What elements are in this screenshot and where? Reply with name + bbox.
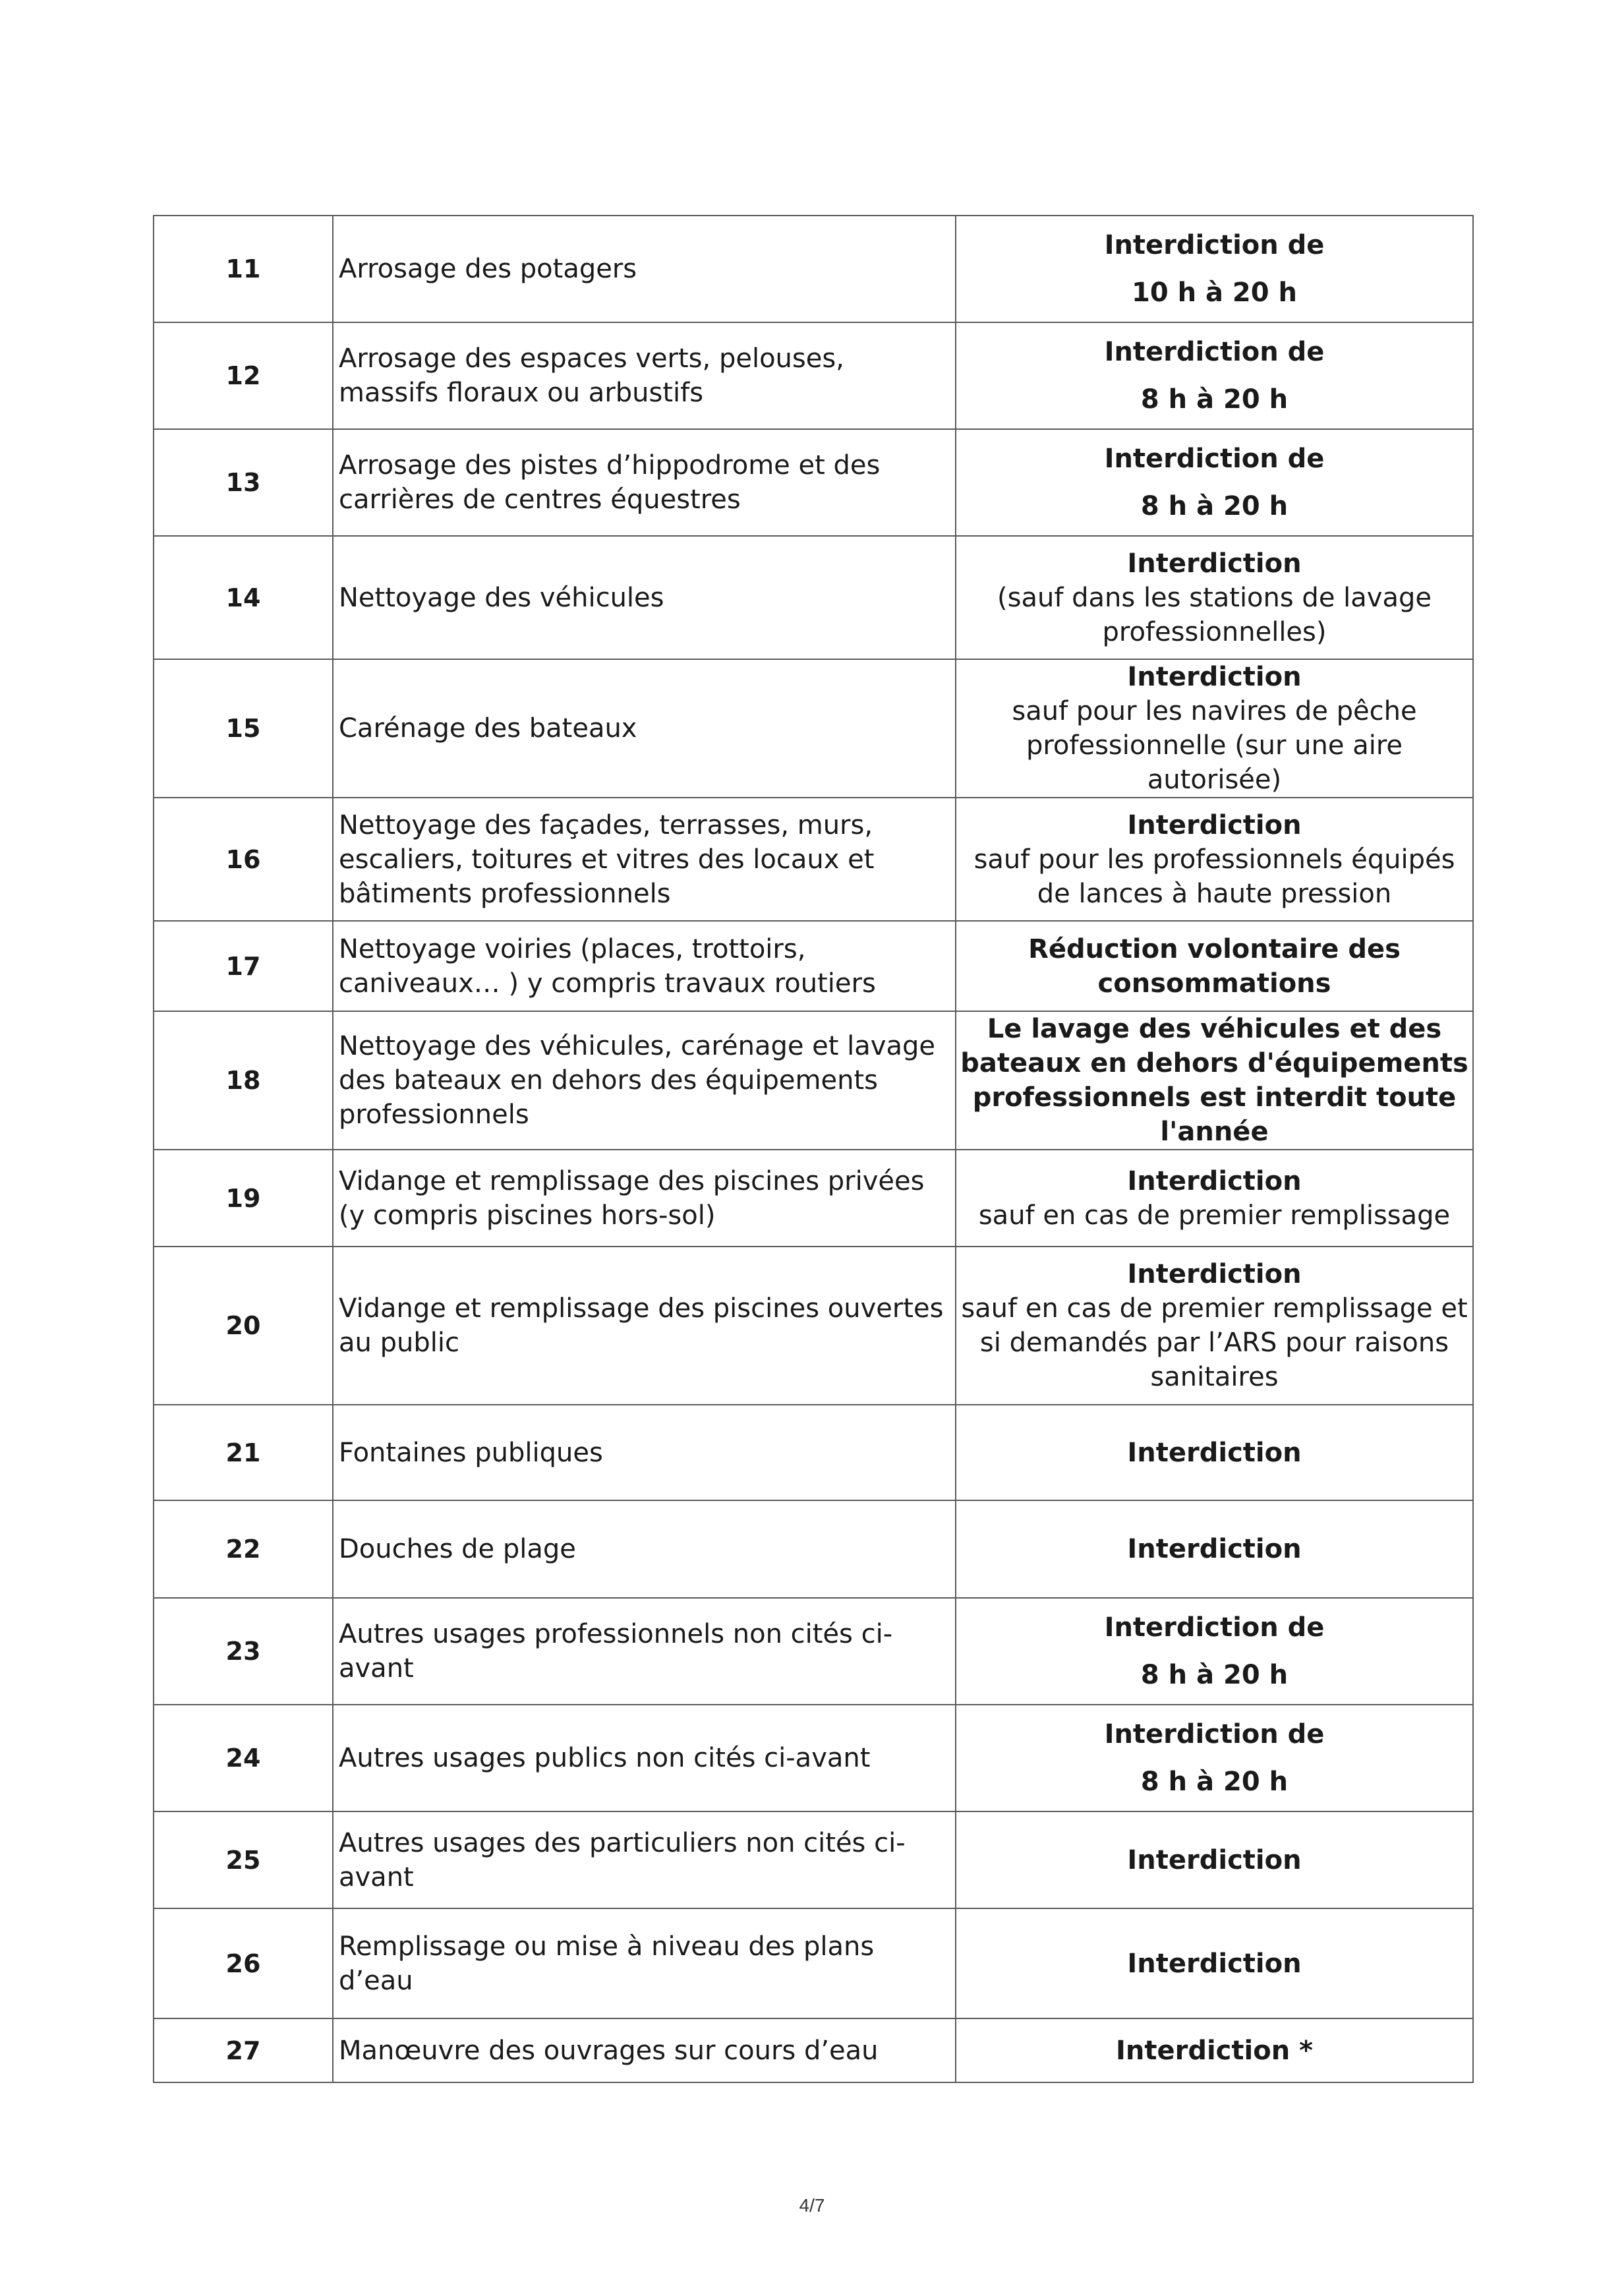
measure-title: Interdiction de bbox=[1104, 444, 1325, 474]
measure-detail: (sauf dans les stations de lavage professionnelles) bbox=[997, 582, 1432, 647]
table-row bbox=[154, 1247, 1473, 1405]
measure-detail: sauf pour les professionnels équipés de lances à haute pression bbox=[973, 844, 1455, 909]
measure-cell bbox=[956, 536, 1473, 659]
measure-detail: sauf en cas de premier remplissage bbox=[978, 1200, 1451, 1231]
measure-cell bbox=[956, 429, 1473, 536]
row-number: 14 bbox=[154, 536, 333, 659]
table-row bbox=[154, 1150, 1473, 1247]
usage-cell: Arrosage des pistes d’hippodrome et des carrières de centres équestres bbox=[333, 429, 956, 536]
measure-hours: 10 h à 20 h bbox=[1132, 278, 1297, 308]
measure-cell bbox=[956, 1247, 1473, 1405]
table-row bbox=[154, 1598, 1473, 1705]
measure-hours: 8 h à 20 h bbox=[1140, 491, 1289, 521]
measure-cell bbox=[956, 921, 1473, 1011]
measure-title: Interdiction * bbox=[1115, 2035, 1314, 2066]
measure-title: Interdiction de bbox=[1104, 337, 1325, 367]
measure-title: Interdiction bbox=[1127, 809, 1302, 840]
measure-title: Interdiction de bbox=[1104, 1719, 1325, 1750]
row-number: 15 bbox=[154, 659, 333, 798]
usage-cell: Vidange et remplissage des piscines privées (y compris piscines hors-sol) bbox=[333, 1150, 956, 1247]
measure-title: Interdiction bbox=[1127, 1437, 1302, 1468]
usage-cell: Autres usages des particuliers non cités ci-avant bbox=[333, 1811, 956, 1908]
measure-hours: 8 h à 20 h bbox=[1140, 384, 1289, 415]
usage-cell: Nettoyage des véhicules, carénage et lavage des bateaux en dehors des équipements professionnels bbox=[333, 1011, 956, 1150]
row-number: 13 bbox=[154, 429, 333, 536]
measure-title: Interdiction bbox=[1127, 1165, 1302, 1196]
usage-cell: Autres usages professionnels non cités ci-avant bbox=[333, 1598, 956, 1705]
measure-cell bbox=[956, 1908, 1473, 2018]
measure-cell bbox=[956, 2018, 1473, 2082]
row-number: 22 bbox=[154, 1500, 333, 1598]
table-row bbox=[154, 1011, 1473, 1150]
table-row bbox=[154, 1908, 1473, 2018]
row-number: 24 bbox=[154, 1705, 333, 1811]
measure-title: Interdiction de bbox=[1104, 230, 1325, 260]
measure-title: Réduction volontaire des consommations bbox=[1028, 933, 1401, 999]
usage-cell: Manœuvre des ouvrages sur cours d’eau bbox=[333, 2018, 956, 2082]
page-number: 4/7 bbox=[799, 2195, 825, 2216]
measure-cell bbox=[956, 216, 1473, 322]
measure-title: Interdiction bbox=[1127, 1844, 1302, 1875]
measure-cell bbox=[956, 798, 1473, 921]
usage-cell: Carénage des bateaux bbox=[333, 659, 956, 798]
restrictions-table bbox=[153, 215, 1474, 2083]
measure-cell bbox=[956, 1811, 1473, 1908]
measure-cell bbox=[956, 1011, 1473, 1150]
measure-title: Interdiction de bbox=[1104, 1612, 1325, 1643]
measure-cell bbox=[956, 1150, 1473, 1247]
measure-hours: 8 h à 20 h bbox=[1140, 1767, 1289, 1797]
row-number: 12 bbox=[154, 322, 333, 429]
usage-cell: Nettoyage des véhicules bbox=[333, 536, 956, 659]
table-row bbox=[154, 1405, 1473, 1500]
table-row bbox=[154, 216, 1473, 322]
usage-cell: Arrosage des potagers bbox=[333, 216, 956, 322]
table-row bbox=[154, 1705, 1473, 1811]
measure-detail: sauf en cas de premier remplissage et si demandés par l’ARS pour raisons sanitaires bbox=[961, 1293, 1468, 1392]
table-row bbox=[154, 798, 1473, 921]
measure-cell bbox=[956, 322, 1473, 429]
usage-cell: Douches de plage bbox=[333, 1500, 956, 1598]
measure-title: Interdiction bbox=[1127, 1948, 1302, 1979]
measure-cell bbox=[956, 1405, 1473, 1500]
row-number: 17 bbox=[154, 921, 333, 1011]
measure-cell bbox=[956, 1500, 1473, 1598]
row-number: 23 bbox=[154, 1598, 333, 1705]
table-row bbox=[154, 429, 1473, 536]
measure-cell bbox=[956, 1705, 1473, 1811]
table-row bbox=[154, 536, 1473, 659]
row-number: 19 bbox=[154, 1150, 333, 1247]
table-row bbox=[154, 1811, 1473, 1908]
measure-cell bbox=[956, 659, 1473, 798]
measure-detail: sauf pour les navires de pêche professionnelle (sur une aire autorisée) bbox=[1012, 696, 1417, 795]
row-number: 27 bbox=[154, 2018, 333, 2082]
measure-title: Interdiction bbox=[1127, 662, 1302, 692]
measure-title: Interdiction bbox=[1127, 1534, 1302, 1564]
usage-cell: Arrosage des espaces verts, pelouses, massifs floraux ou arbustifs bbox=[333, 322, 956, 429]
usage-cell: Remplissage ou mise à niveau des plans d’eau bbox=[333, 1908, 956, 2018]
row-number: 18 bbox=[154, 1011, 333, 1150]
table-row bbox=[154, 1500, 1473, 1598]
row-number: 25 bbox=[154, 1811, 333, 1908]
table-row bbox=[154, 921, 1473, 1011]
measure-cell bbox=[956, 1598, 1473, 1705]
row-number: 21 bbox=[154, 1405, 333, 1500]
measure-title: Interdiction bbox=[1127, 1259, 1302, 1289]
usage-cell: Vidange et remplissage des piscines ouvertes au public bbox=[333, 1247, 956, 1405]
usage-cell: Fontaines publiques bbox=[333, 1405, 956, 1500]
measure-hours: 8 h à 20 h bbox=[1140, 1660, 1289, 1690]
table-row bbox=[154, 322, 1473, 429]
row-number: 20 bbox=[154, 1247, 333, 1405]
table-body bbox=[154, 216, 1473, 2082]
measure-title: Interdiction bbox=[1127, 548, 1302, 579]
row-number: 26 bbox=[154, 1908, 333, 2018]
usage-cell: Nettoyage des façades, terrasses, murs, escaliers, toitures et vitres des locaux et bâtiments professionnels bbox=[333, 798, 956, 921]
table-row bbox=[154, 2018, 1473, 2082]
usage-cell: Autres usages publics non cités ci-avant bbox=[333, 1705, 956, 1811]
row-number: 11 bbox=[154, 216, 333, 322]
usage-cell: Nettoyage voiries (places, trottoirs, caniveaux… ) y compris travaux routiers bbox=[333, 921, 956, 1011]
table-row bbox=[154, 659, 1473, 798]
measure-title: Le lavage des véhicules et des bateaux en dehors d'équipements professionnels est interdit toute l'année bbox=[960, 1014, 1468, 1147]
row-number: 16 bbox=[154, 798, 333, 921]
